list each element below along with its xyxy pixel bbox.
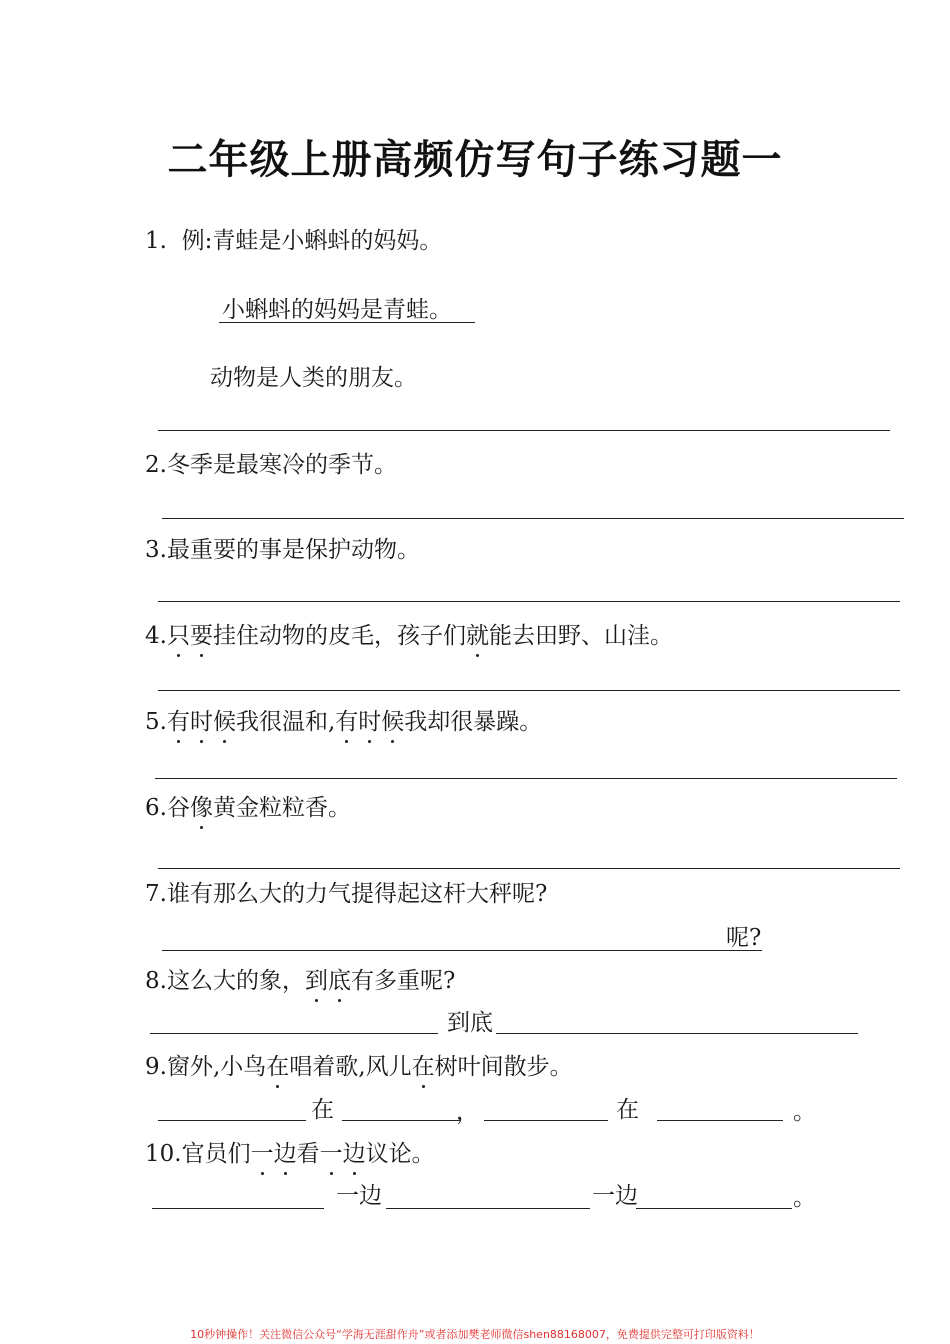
question-text: 10.官员们	[145, 1141, 251, 1167]
question-text: 我却很暴躁。	[404, 709, 543, 735]
example-sentence: 例:青蛙是小蝌蚪的妈妈。	[181, 228, 443, 254]
answer-line-9b[interactable]	[342, 1120, 460, 1121]
emphasis-char: 到	[304, 968, 328, 994]
question-10	[145, 1139, 435, 1169]
fill-word: 一边	[592, 1183, 638, 1209]
answer-line-9a[interactable]	[158, 1120, 306, 1121]
question-4	[145, 621, 673, 651]
emphasis-char: 有	[335, 709, 359, 735]
answer-line-10b[interactable]	[386, 1208, 590, 1209]
question-3: 3.最重要的事是保护动物。	[145, 537, 420, 563]
example-answer: 小蝌蚪的妈妈是青蛙。	[222, 297, 452, 323]
question-text: 看	[296, 1141, 320, 1167]
fill-word: 一边	[336, 1183, 382, 1209]
question-1-prompt: 动物是人类的朋友。	[210, 365, 417, 391]
emphasis-char: 在	[411, 1054, 435, 1080]
emphasis-char: 底	[327, 968, 351, 994]
answer-line-2[interactable]	[162, 518, 904, 519]
emphasis-char: 在	[266, 1054, 290, 1080]
answer-line-10c[interactable]	[636, 1208, 792, 1209]
fill-word: 在	[616, 1097, 639, 1123]
question-1	[145, 226, 442, 256]
emphasis-char: 边	[342, 1141, 366, 1167]
question-6	[145, 793, 351, 823]
question-text: 树叶间散步。	[434, 1054, 573, 1080]
emphasis-char: 就	[465, 623, 489, 649]
question-text: 唱着歌,风儿	[289, 1054, 412, 1080]
example-answer-underline	[219, 322, 475, 323]
answer-line-5[interactable]	[155, 778, 897, 779]
question-text: 8.这么大的象，	[145, 968, 305, 994]
question-text: 9.窗外,小鸟	[145, 1054, 267, 1080]
question-5	[145, 707, 542, 737]
answer-line-6[interactable]	[158, 868, 900, 869]
emphasis-char: 一	[319, 1141, 343, 1167]
emphasis-char: 时	[189, 709, 213, 735]
answer-line-9c[interactable]	[484, 1120, 608, 1121]
page-title: 二年级上册高频仿写句子练习题一	[167, 137, 783, 183]
question-number: 4.	[145, 623, 167, 649]
question-text: 能去田野、山洼。	[488, 623, 673, 649]
question-text: 有多重呢?	[350, 968, 456, 994]
emphasis-char: 只	[166, 623, 190, 649]
emphasis-char: 候	[381, 709, 405, 735]
answer-line-4[interactable]	[158, 690, 900, 691]
question-text: 挂住动物的皮毛，孩子们	[212, 623, 466, 649]
question-text: 我很温和,	[235, 709, 336, 735]
answer-line-10a[interactable]	[152, 1208, 324, 1209]
question-9	[145, 1052, 573, 1082]
question-7: 7.谁有那么大的力气提得起这杆大秤呢?	[145, 881, 548, 907]
emphasis-char: 候	[212, 709, 236, 735]
emphasis-char: 一	[250, 1141, 274, 1167]
emphasis-char: 有	[166, 709, 190, 735]
answer-line-1[interactable]	[158, 430, 890, 431]
fill-word: 在	[311, 1097, 334, 1123]
question-number: 1.	[145, 228, 167, 254]
question-text: 议论。	[365, 1141, 435, 1167]
answer-line-9d[interactable]	[657, 1120, 783, 1121]
period: 。	[793, 1099, 816, 1125]
comma: ，	[456, 1099, 479, 1125]
footer-notice: 10秒钟操作！关注微信公众号“学海无涯甜作舟”或者添加樊老师微信shen88168007，免费提供完整可打印版资料！	[190, 1328, 760, 1341]
question-2: 2.冬季是最寒冷的季节。	[145, 452, 397, 478]
answer-suffix: 呢?	[726, 925, 762, 951]
emphasis-char: 像	[189, 795, 213, 821]
emphasis-char: 时	[358, 709, 382, 735]
emphasis-char: 边	[273, 1141, 297, 1167]
period: 。	[793, 1185, 816, 1211]
emphasis-char: 要	[189, 623, 213, 649]
question-text: 黄金粒粒香。	[212, 795, 351, 821]
answer-line-8b[interactable]	[496, 1033, 858, 1034]
answer-line-7[interactable]	[162, 950, 762, 951]
answer-line-8a[interactable]	[150, 1033, 438, 1034]
answer-line-3[interactable]	[158, 601, 900, 602]
question-text: 6.谷	[145, 795, 190, 821]
question-number: 5.	[145, 709, 167, 735]
question-8	[145, 966, 455, 996]
fill-word: 到底	[447, 1010, 493, 1036]
